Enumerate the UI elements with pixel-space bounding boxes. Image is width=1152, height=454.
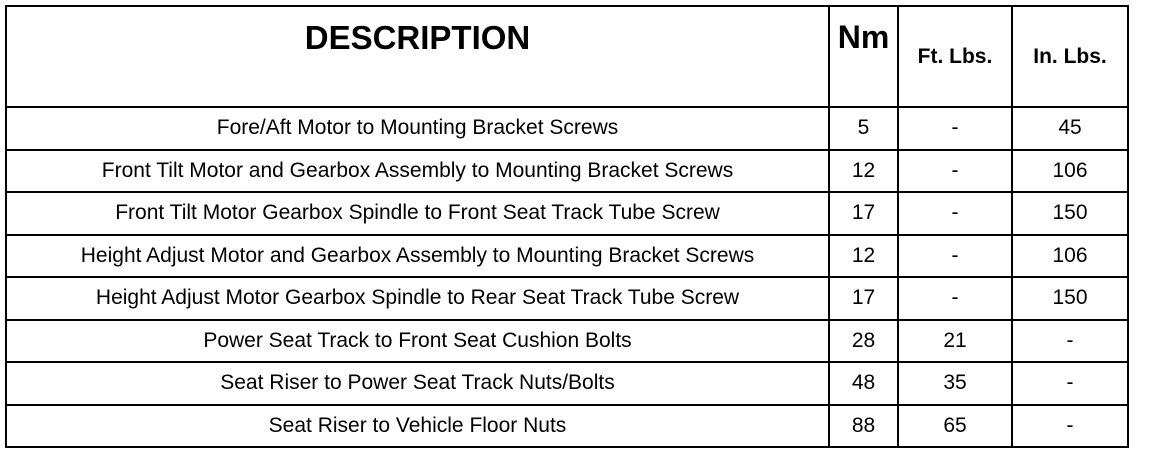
cell-description: Fore/Aft Motor to Mounting Bracket Screws [6,107,829,150]
cell-nm: 28 [829,320,898,363]
cell-in-lbs: - [1012,320,1128,363]
table-row [6,107,1128,150]
cell-description: Height Adjust Motor and Gearbox Assembly to Mounting Bracket Screws [6,235,829,278]
cell-in-lbs: 106 [1012,235,1128,278]
header-nm: Nm [829,6,898,107]
table-row [6,192,1128,235]
cell-ft-lbs: - [898,192,1012,235]
cell-ft-lbs: - [898,235,1012,278]
cell-in-lbs: 150 [1012,192,1128,235]
cell-ft-lbs: 21 [898,320,1012,363]
cell-in-lbs: 150 [1012,277,1128,320]
cell-description: Power Seat Track to Front Seat Cushion Bolts [6,320,829,363]
cell-in-lbs: - [1012,405,1128,448]
table-row [6,150,1128,193]
cell-description: Front Tilt Motor Gearbox Spindle to Front Seat Track Tube Screw [6,192,829,235]
table-row [6,362,1128,405]
cell-nm: 48 [829,362,898,405]
cell-in-lbs: - [1012,362,1128,405]
header-ft-lbs: Ft. Lbs. [898,6,1012,107]
table-row [6,320,1128,363]
cell-nm: 88 [829,405,898,448]
cell-nm: 12 [829,235,898,278]
table-row [6,235,1128,278]
cell-description: Front Tilt Motor and Gearbox Assembly to Mounting Bracket Screws [6,150,829,193]
header-in-lbs: In. Lbs. [1012,6,1128,107]
cell-ft-lbs: - [898,107,1012,150]
cell-ft-lbs: 35 [898,362,1012,405]
cell-nm: 17 [829,192,898,235]
table-row [6,405,1128,448]
cell-description: Seat Riser to Power Seat Track Nuts/Bolts [6,362,829,405]
header-description: DESCRIPTION [6,6,829,107]
cell-description: Height Adjust Motor Gearbox Spindle to Rear Seat Track Tube Screw [6,277,829,320]
cell-ft-lbs: - [898,277,1012,320]
cell-description: Seat Riser to Vehicle Floor Nuts [6,405,829,448]
header-row [6,6,1128,107]
table-row [6,277,1128,320]
cell-in-lbs: 106 [1012,150,1128,193]
torque-spec-table [5,5,1129,448]
cell-nm: 17 [829,277,898,320]
cell-ft-lbs: 65 [898,405,1012,448]
cell-in-lbs: 45 [1012,107,1128,150]
cell-nm: 12 [829,150,898,193]
cell-nm: 5 [829,107,898,150]
cell-ft-lbs: - [898,150,1012,193]
